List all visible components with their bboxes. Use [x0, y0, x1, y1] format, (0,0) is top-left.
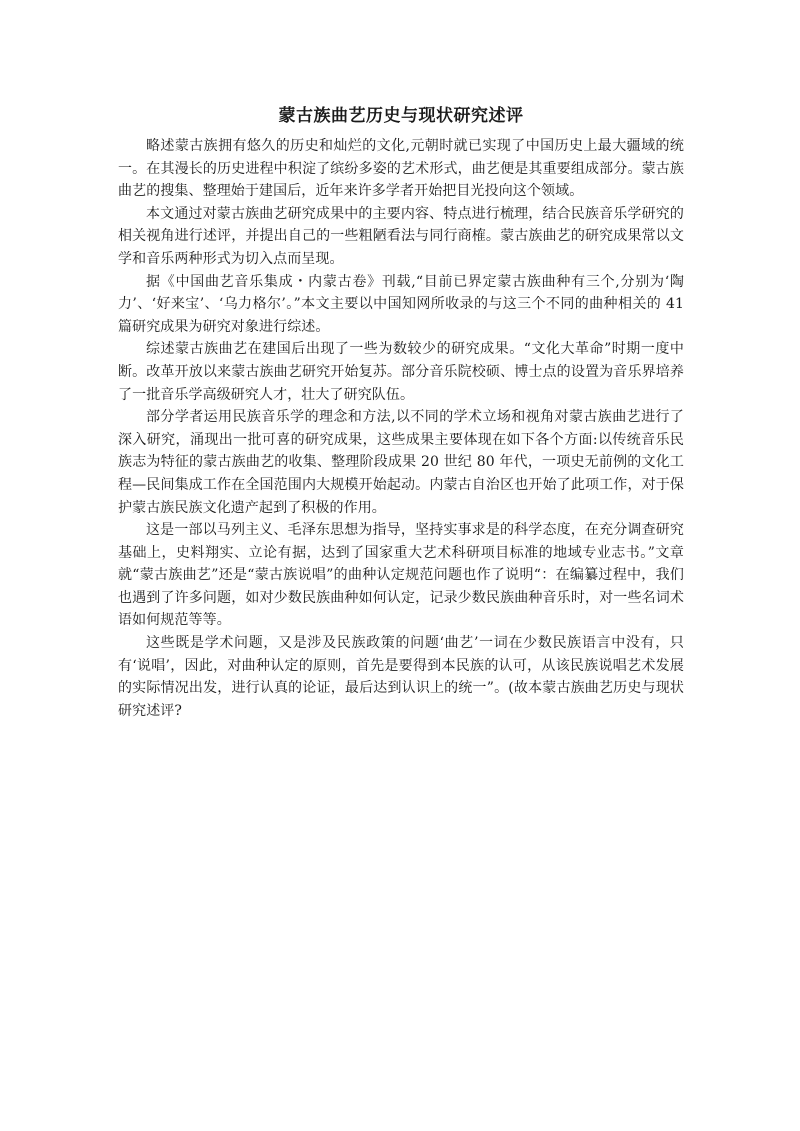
paragraph-gazetteer: 这是一部以马列主义、毛泽东思想为指导，坚持实事求是的科学态度，在充分调查研究基础上，史料翔实、立论有据，达到了国家重大艺术科研项目标准的地域专业志书。”文章就“蒙古族曲艺”还是“蒙古族说唱”的曲种认定规范问题也作了说明“：在编纂过程中，我们也遇到了许多问题，如对少数民族曲种如何认定，记录少数民族曲种音乐时，对一些名词术语如何规范等等。 [118, 522, 684, 629]
document-title: 蒙古族曲艺历史与现状研究述评 [278, 106, 524, 126]
document-page [118, 105, 684, 722]
paragraph-method: 本文通过对蒙古族曲艺研究成果中的主要内容、特点进行梳理，结合民族音乐学研究的相关视角进行述评，并提出自己的一些粗陋看法与同行商榷。蒙古族曲艺的研究成果常以文学和音乐两种形式为切入点而呈现。 [118, 205, 684, 267]
paragraph-overview: 综述蒙古族曲艺在建国后出现了一些为数较少的研究成果。“文化大革命”时期一度中断。改革开放以来蒙古族曲艺研究开始复苏。部分音乐院校硕、博士点的设置为音乐界培养了一批音乐学高级研究人才，壮大了研究队伍。 [118, 341, 684, 403]
paragraph-research: 部分学者运用民族音乐学的理念和方法,以不同的学术立场和视角对蒙古族曲艺进行了深入研究，涌现出一批可喜的研究成果，这些成果主要体现在如下各个方面:以传统音乐民族志为特征的蒙古族曲艺的收集、整理阶段成果 20 世纪 80 年代，一项史无前例的文化工程—民间集成工作在全国范围内大规模开始起动。内蒙古自治区也开始了此项工作，对于保护蒙古族民族文化遗产起到了积极的作用。 [118, 409, 684, 516]
paragraph-intro: 略述蒙古族拥有悠久的历史和灿烂的文化,元朝时就已实现了中国历史上最大疆域的统一。在其漫长的历史进程中积淀了缤纷多姿的艺术形式，曲艺便是其重要组成部分。蒙古族曲艺的搜集、整理始于建国后，近年来许多学者开始把目光投向这个领域。 [118, 138, 684, 200]
paragraph-genres: 据《中国曲艺音乐集成・内蒙古卷》刊载,“目前已界定蒙古族曲种有三个,分别为‘陶力’、‘好来宝’、‘乌力格尔’。”本文主要以中国知网所收录的与这三个不同的曲种相关的 41 篇研究成果为研究对象进行综述。 [118, 273, 684, 335]
paragraph-conclusion: 这些既是学术问题，又是涉及民族政策的问题‘曲艺’一词在少数民族语言中没有，只有‘说唱’，因此，对曲种认定的原则，首先是要得到本民族的认可，从该民族说唱艺术发展的实际情况出发，进行认真的论证，最后达到认识上的统一”。(故本蒙古族曲艺历史与现状研究述评? [118, 635, 684, 719]
